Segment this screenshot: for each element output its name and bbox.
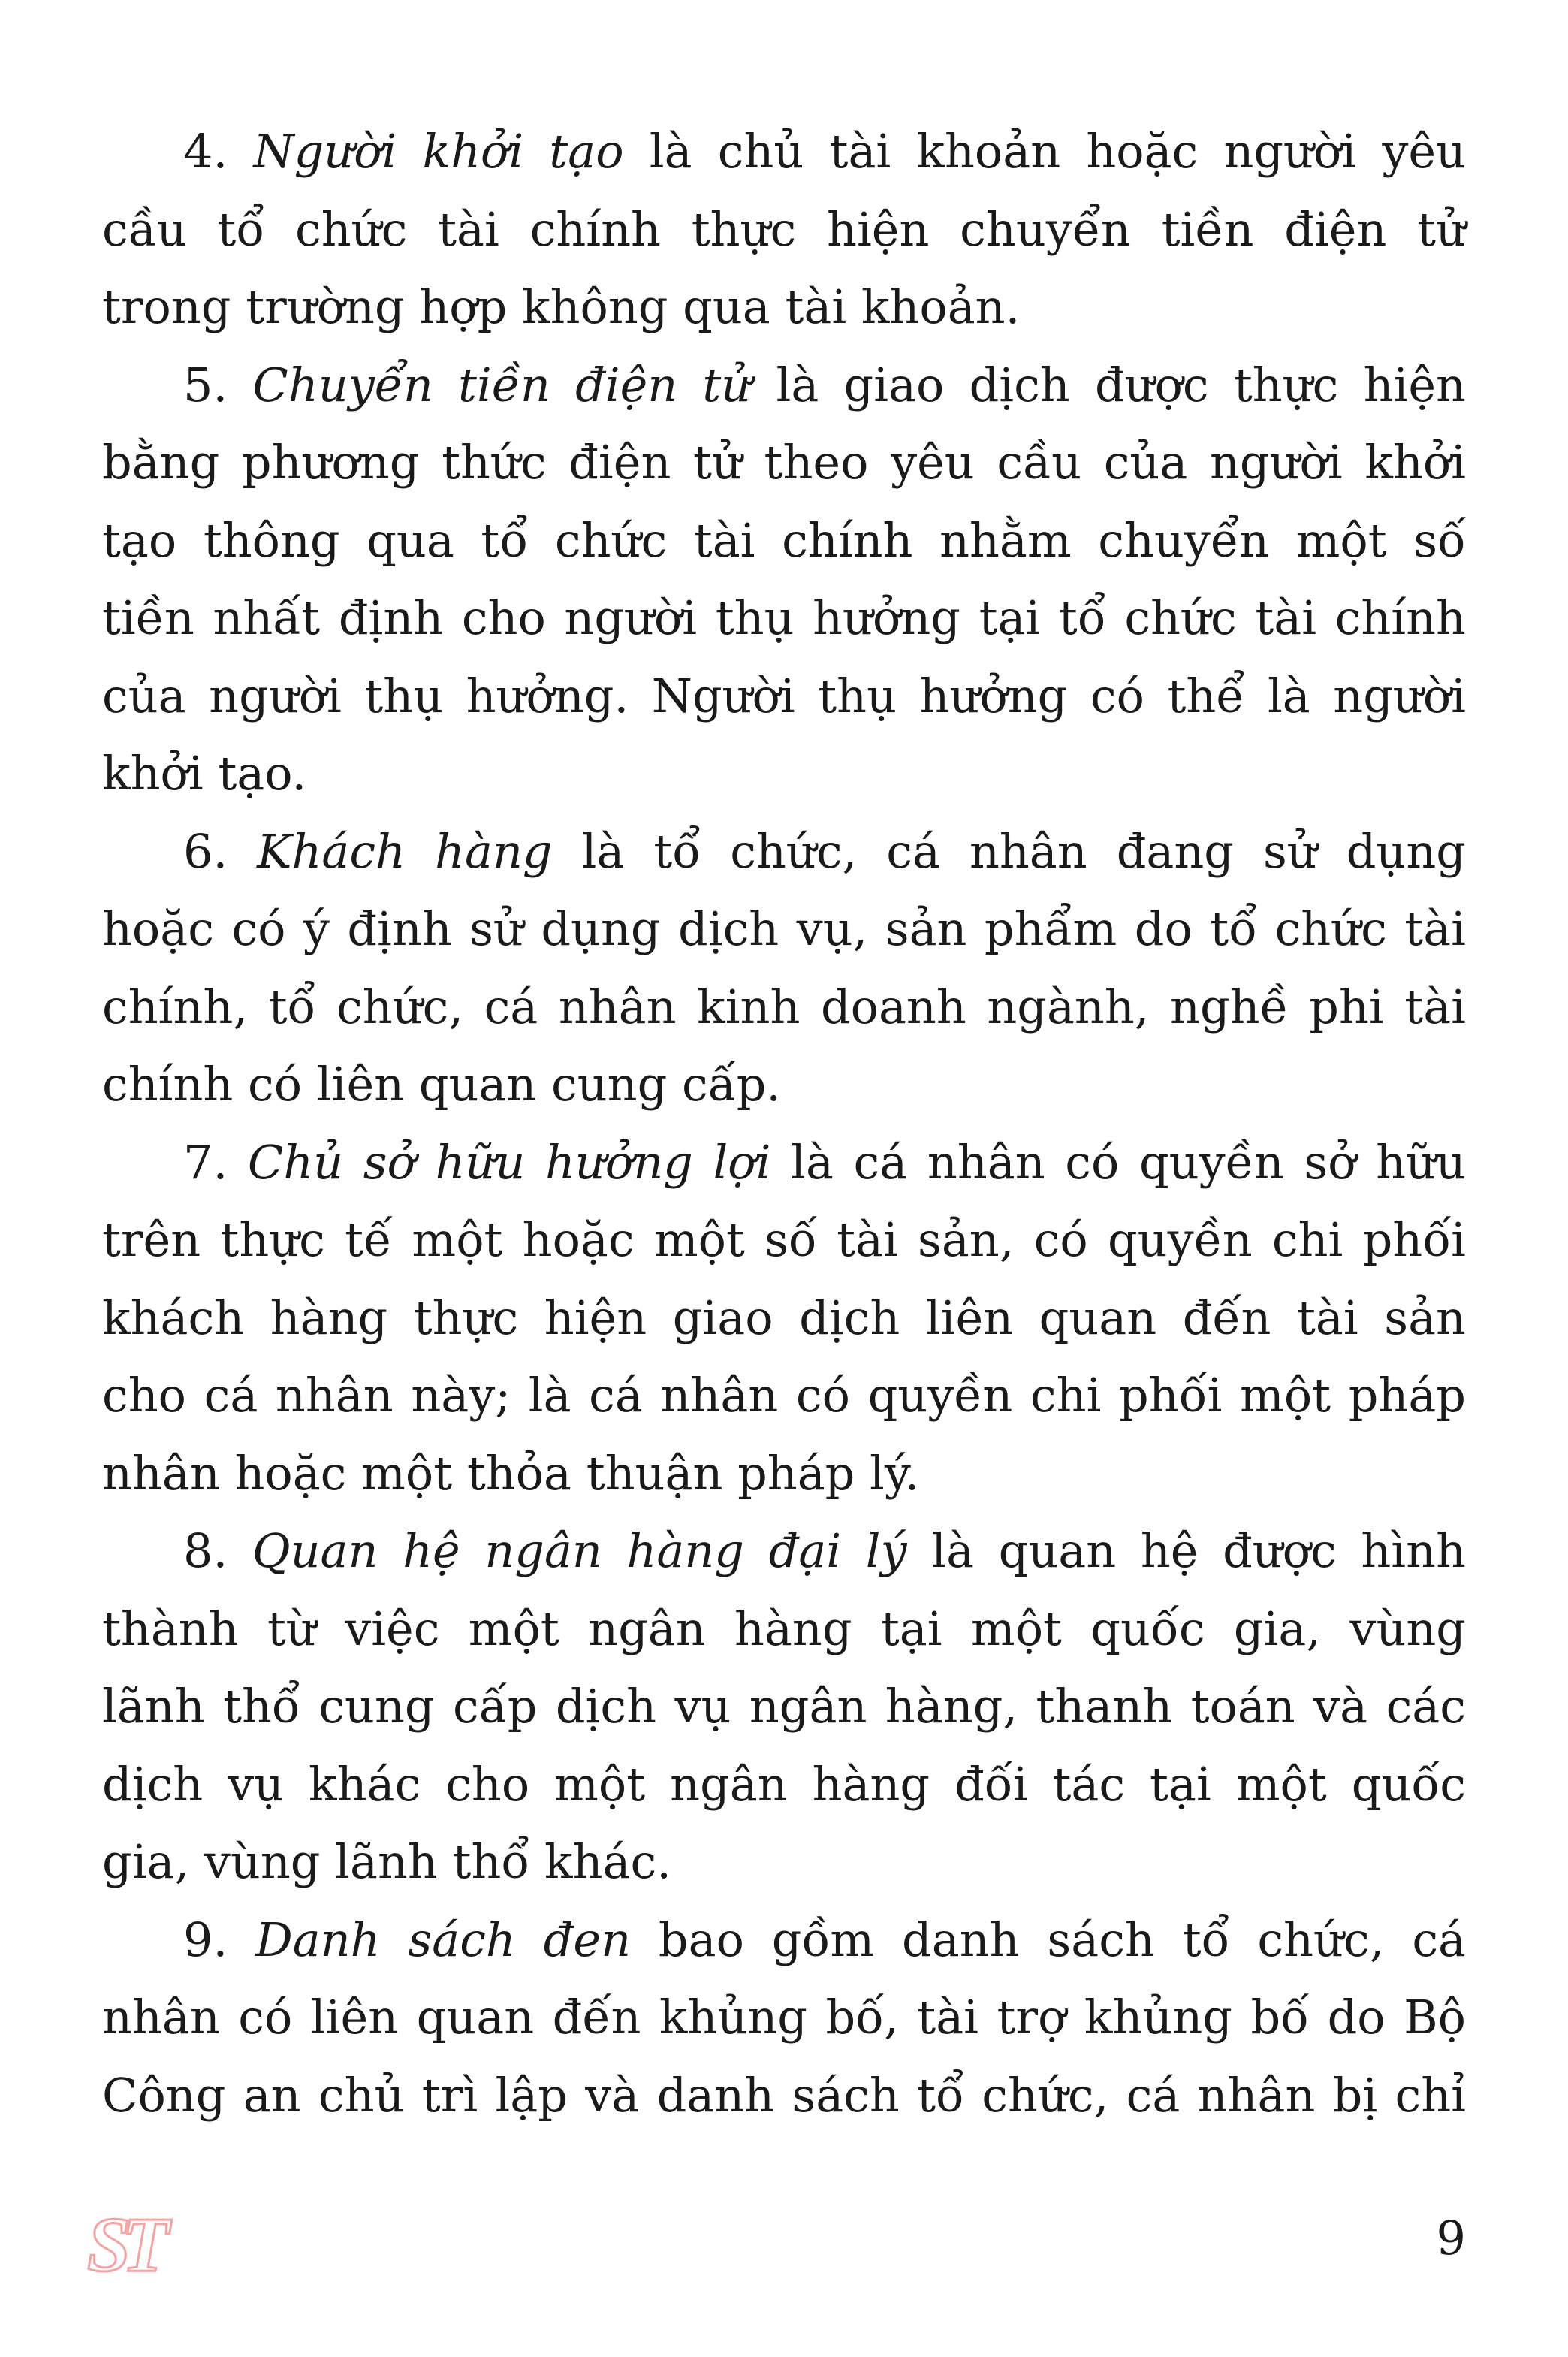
definition-line: tạo thông qua tổ chức tài chính nhằm chuyển một số xyxy=(102,512,1466,568)
definition-line: cho cá nhân này; là cá nhân có quyền chi phối một pháp xyxy=(102,1368,1466,1423)
svg-text:T: T xyxy=(122,2202,170,2283)
definition-line: bằng phương thức điện tử theo yêu cầu của người khởi xyxy=(102,435,1466,490)
definition-text: là chủ tài khoản hoặc người yêu xyxy=(649,124,1466,179)
page-body xyxy=(102,113,1466,2134)
definition-item xyxy=(102,1512,1466,1901)
definition-line: gia, vùng lãnh thổ khác. xyxy=(102,1834,671,1889)
definition-first-line xyxy=(102,1124,1466,1202)
definition-text: bao gồm danh sách tổ chức, cá xyxy=(658,1912,1466,1967)
definition-line: tiền nhất định cho người thụ hưởng tại tổ chức tài chính xyxy=(102,590,1466,645)
definition-line: thành từ việc một ngân hàng tại một quốc gia, vùng xyxy=(102,1601,1466,1656)
defined-term: Danh sách đen xyxy=(255,1912,632,1967)
definition-text: là giao dịch được thực hiện xyxy=(776,357,1466,412)
definition-line: trên thực tế một hoặc một số tài sản, có quyền chi phối xyxy=(102,1212,1466,1267)
item-number: 9. xyxy=(183,1912,228,1967)
definition-line: hoặc có ý định sử dụng dịch vụ, sản phẩm do tổ chức tài xyxy=(102,901,1466,956)
defined-term: Khách hàng xyxy=(257,823,553,879)
definition-text: là quan hệ được hình xyxy=(931,1523,1466,1578)
definition-first-line xyxy=(102,1512,1466,1590)
definition-item xyxy=(102,1901,1466,2135)
defined-term: Chuyển tiền điện tử xyxy=(252,357,752,412)
definition-text: là tổ chức, cá nhân đang sử dụng xyxy=(581,823,1466,879)
definition-item xyxy=(102,1124,1466,1513)
defined-term: Người khởi tạo xyxy=(253,124,624,179)
item-number: 8. xyxy=(183,1523,228,1578)
definition-line: trong trường hợp không qua tài khoản. xyxy=(102,279,1021,334)
definition-line: chính có liên quan cung cấp. xyxy=(102,1057,782,1112)
item-number: 5. xyxy=(183,357,228,412)
publisher-logo-icon xyxy=(83,2197,173,2283)
definition-line: nhân hoặc một thỏa thuận pháp lý. xyxy=(102,1445,920,1501)
definition-line: khởi tạo. xyxy=(102,746,307,801)
definition-line: khách hàng thực hiện giao dịch liên quan đến tài sản xyxy=(102,1290,1466,1345)
definition-first-line xyxy=(102,113,1466,191)
svg-text:S: S xyxy=(87,2202,131,2283)
definition-first-line xyxy=(102,1901,1466,1979)
definition-item xyxy=(102,813,1466,1124)
item-number: 7. xyxy=(183,1134,228,1190)
definition-first-line xyxy=(102,813,1466,891)
definition-text: là cá nhân có quyền sở hữu xyxy=(791,1134,1466,1190)
item-number: 6. xyxy=(183,823,228,879)
definition-line: lãnh thổ cung cấp dịch vụ ngân hàng, thanh toán và các xyxy=(102,1679,1466,1734)
definition-line: nhân có liên quan đến khủng bố, tài trợ khủng bố do Bộ xyxy=(102,1990,1466,2045)
page-number: 9 xyxy=(1436,2211,1466,2265)
definition-line: chính, tổ chức, cá nhân kinh doanh ngành, nghề phi tài xyxy=(102,979,1466,1034)
defined-term: Quan hệ ngân hàng đại lý xyxy=(252,1523,907,1578)
definition-line: của người thụ hưởng. Người thụ hưởng có thể là người xyxy=(102,668,1466,723)
definition-line: cầu tổ chức tài chính thực hiện chuyển tiền điện tử xyxy=(102,201,1466,257)
definition-line: dịch vụ khác cho một ngân hàng đối tác tại một quốc xyxy=(102,1756,1466,1812)
definition-first-line xyxy=(102,346,1466,424)
definition-item xyxy=(102,113,1466,346)
defined-term: Chủ sở hữu hưởng lợi xyxy=(247,1134,771,1190)
item-number: 4. xyxy=(183,124,228,179)
definition-line: Công an chủ trì lập và danh sách tổ chức, cá nhân bị chỉ xyxy=(102,2067,1466,2123)
definition-item xyxy=(102,346,1466,813)
